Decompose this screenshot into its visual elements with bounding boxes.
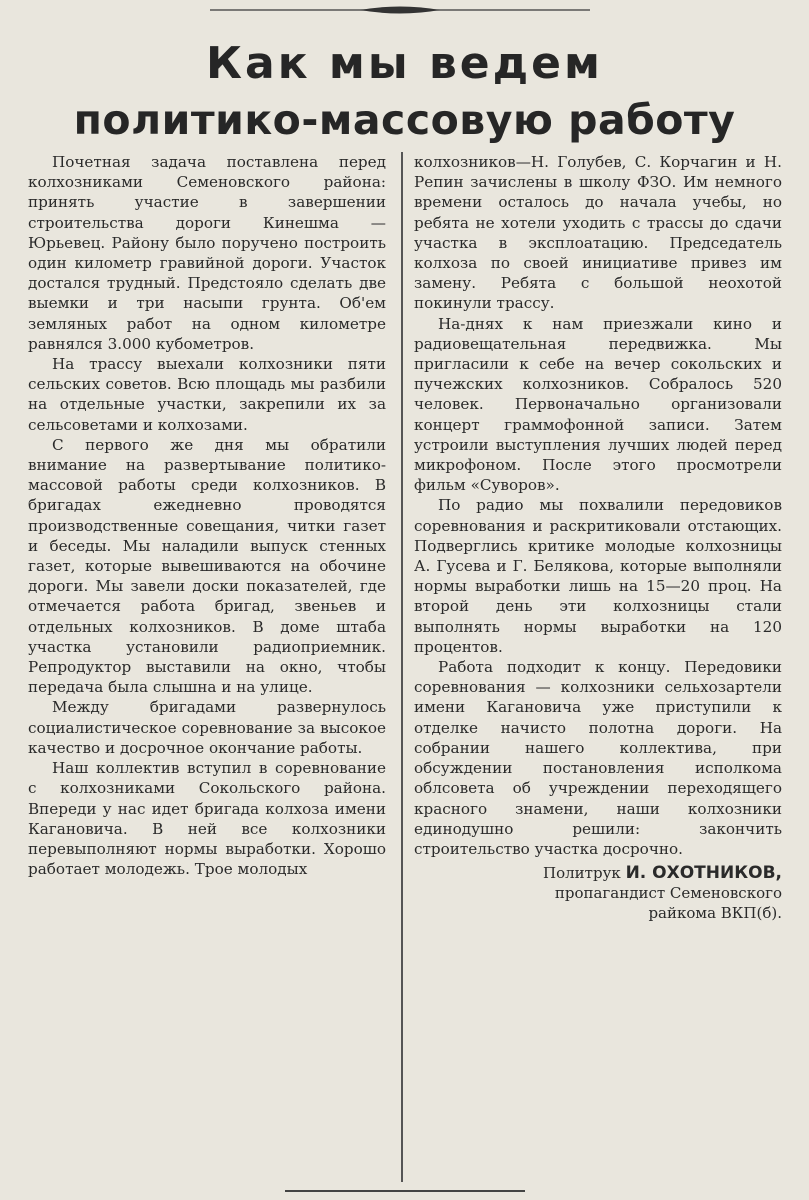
headline-line-1: Как мы ведем [206,38,603,89]
signature-title: Политрук [543,864,621,883]
column-divider [401,152,403,1182]
paragraph: Работа подходит к концу. Передовики соревнования — колхозники сельхозартели имени Кагановича уже приступили к отделке начисто полотна дороги. На собрании нашего коллектива, при обсуждении постановления исполкома облсовета об учреждении переходящего красного знамени, наши колхозники единодушно решили: закончить строительство участка досрочно. [414,658,782,858]
left-column [28,152,386,879]
bottom-rule [285,1190,525,1192]
right-column [414,152,782,923]
paragraph: колхозников—Н. Голубев, С. Корчагин и Н. Репин зачислены в школу ФЗО. Им немного времени осталось до начала учебы, но ребята не хотели уходить с трассы до сдачи участка в эксплоатацию. Председатель колхоза по своей инициативе привез им замену. Ребята с большой неохотой покинули трассу. [414,153,782,313]
paragraph: Почетная задача поставлена перед колхозниками Семеновского района: принять участие в завершении строительства дороги Кинешма — Юрьевец. Району было поручено построить один километр гравийной дороги. Участок достался трудный. Предстояло сделать две выемки и три насыпи грунта. Об'ем земляных работ на одном километре равнялся 3.000 кубометров. [28,153,386,353]
paragraph: Наш коллектив вступил в соревнование с колхозниками Сокольского района. Впереди у нас идет бригада колхоза имени Кагановича. В ней все колхозники перевыполняют нормы выработки. Хорошо работает молодежь. Трое молодых [28,759,386,879]
signature-role-line-1: пропагандист Семеновского [554,884,782,903]
signature [414,863,782,923]
paragraph: Между бригадами развернулось социалистическое соревнование за высокое качество и досрочное окончание работы. [28,698,386,757]
paragraph: С первого же дня мы обратили внимание на развертывание политико-массовой работы среди колхозников. В бригадах ежедневно проводятся производственные совещания, читки газет и беседы. Мы наладили выпуск стенных газет, которые вывешиваются на обочине дороги. Мы завели доски показателей, где отмечается работа бригад, звеньев и отдельных колхозников. В доме штаба участка установили радиоприемник. Репродуктор выставили на окно, чтобы передача была слышна и на улице. [28,435,386,697]
signature-name: И. ОХОТНИКОВ, [625,863,782,884]
top-ornament-rule [210,4,590,16]
signature-role-line-2: райкома ВКП(б). [648,904,782,923]
headline-line-2: политико-массовую работу [73,96,736,144]
paragraph: На трассу выехали колхозники пяти сельских советов. Всю площадь мы разбили на отдельные участки, закрепили их за сельсоветами и колхозами. [28,355,386,434]
paragraph: По радио мы похвалили передовиков соревнования и раскритиковали отстающих. Подверглись критике молодые колхозницы А. Гусева и Г. Белякова, которые выполняли нормы выработки лишь на 15—20 проц. На второй день эти колхозницы стали выполнять нормы выработки на 120 процентов. [414,496,782,656]
paragraph: На-днях к нам приезжали кино и радиовещательная передвижка. Мы пригласили к себе на вечер сокольских и пучежских колхозников. Собралось 520 человек. Первоначально организовали концерт граммофонной записи. Затем устроили выступления лучших людей перед микрофоном. После этого просмотрели фильм «Суворов». [414,314,782,495]
